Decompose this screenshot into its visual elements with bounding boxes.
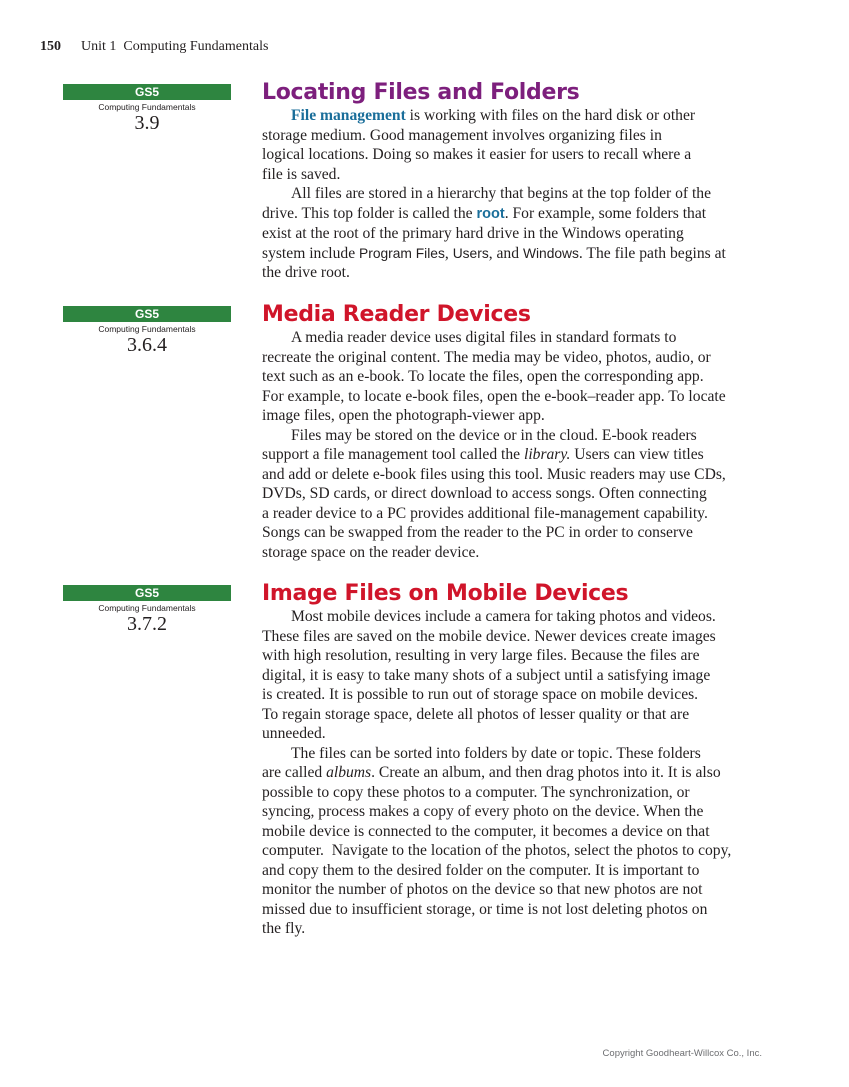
line-text: . Create an album, and then drag photos into it. It is also: [371, 764, 721, 781]
text-line: [262, 204, 772, 225]
text-line: DVDs, SD cards, or direct download to access songs. Often connecting: [262, 485, 707, 502]
text-line: and add or delete e-book files using this tool. Music readers may use CDs,: [262, 465, 726, 483]
text-line: is created. It is possible to run out of storage space on mobile devices.: [262, 686, 699, 703]
text-line: Files may be stored on the device or in the cloud. E-book readers: [291, 426, 697, 444]
badge-objective: 3.9: [134, 112, 160, 134]
text-line: monitor the number of photos on the device so that new photos are not: [262, 881, 703, 898]
running-title: Unit 1 Computing Fundamentals: [81, 39, 269, 54]
text-line: mobile device is connected to the computer, it becomes a device on that: [262, 822, 710, 840]
paragraph: [262, 106, 772, 184]
text-line: [262, 106, 772, 126]
text-line: image files, open the photograph-viewer app.: [262, 407, 545, 424]
text-line: The files can be sorted into folders by date or topic. These folders: [291, 744, 701, 762]
badge-objective: 3.7.2: [127, 613, 167, 635]
text-line: syncing, process makes a copy of every photo on the device. When the: [262, 803, 704, 820]
text-line: unneeded.: [262, 725, 326, 742]
line-text: is working with files on the hard disk or other: [405, 107, 696, 124]
line-text: . The file path begins at: [578, 244, 726, 262]
badge-code: GS5: [63, 306, 231, 322]
text-line: Most mobile devices include a camera for taking photos and videos.: [291, 608, 716, 625]
text-line: recreate the original content. The media may be video, photos, audio, or: [262, 348, 711, 366]
text-line: For example, to locate e-book files, open the e-book–reader app. To locate: [262, 387, 726, 405]
section-heading: Image Files on Mobile Devices: [262, 581, 629, 606]
line-text: Users can view titles: [570, 446, 704, 463]
line-text: system include: [262, 244, 360, 262]
badge-code: GS5: [63, 84, 231, 100]
line-text: are called: [262, 764, 327, 781]
badge-subject: Computing Fundamentals: [98, 324, 196, 334]
copyright-footer: Copyright Goodheart-Willcox Co., Inc.: [602, 1048, 762, 1059]
paragraph: [262, 607, 772, 744]
key-term: File management: [291, 107, 406, 124]
text-line: storage medium. Good management involves organizing files in: [262, 126, 662, 144]
badge-code: GS5: [63, 585, 231, 601]
page-number: 150: [40, 39, 61, 54]
text-line: the fly.: [262, 920, 306, 937]
text-line: A media reader device uses digital files in standard formats to: [291, 329, 677, 346]
text-line: Songs can be swapped from the reader to the PC in order to conserve: [262, 524, 693, 541]
italic-term: albums: [326, 764, 372, 781]
text-line: All files are stored in a hierarchy that begins at the top folder of the: [291, 185, 712, 202]
text-line: logical locations. Doing so makes it easier for users to recall where a: [262, 146, 692, 163]
text-line: To regain storage space, delete all photos of lesser quality or that are: [262, 705, 690, 723]
standard-badge: [63, 585, 231, 634]
text-line: the drive root.: [262, 264, 350, 281]
text-line: missed due to insufficient storage, or time is not lost deleting photos on: [262, 900, 708, 918]
text-line: with high resolution, resulting in very large files. Because the files are: [262, 647, 700, 664]
text-line: digital, it is easy to take many shots of a subject until a satisfying image: [262, 666, 711, 684]
text-line: possible to copy these photos to a computer. The synchronization, or: [262, 783, 690, 801]
folder-name: Windows: [522, 245, 579, 261]
standard-badge: [63, 306, 231, 355]
paragraph: [262, 184, 772, 283]
text-line: storage space on the reader device.: [262, 543, 480, 561]
standard-badge: [63, 84, 231, 133]
section-heading: Media Reader Devices: [262, 302, 531, 327]
badge-subject: Computing Fundamentals: [98, 603, 196, 613]
text-line: file is saved.: [262, 165, 341, 183]
key-term: root: [476, 205, 505, 222]
text-line: and copy them to the desired folder on the computer. It is important to: [262, 861, 700, 879]
section-content: [262, 581, 772, 939]
badge-subject: Computing Fundamentals: [98, 102, 196, 112]
folder-name: Users: [452, 245, 489, 261]
text-line: computer. Navigate to the location of the photos, select the photos to copy,: [262, 842, 732, 859]
text-line: [262, 763, 772, 783]
line-text: . For example, some folders that: [504, 204, 707, 222]
section-content: [262, 302, 772, 562]
italic-term: library.: [523, 446, 571, 463]
paragraph: [262, 328, 772, 426]
line-text: support a file management tool called the: [262, 446, 524, 463]
section-content: [262, 80, 772, 283]
line-text: ,: [444, 244, 453, 262]
text-line: text such as an e-book. To locate the files, open the corresponding app.: [262, 368, 704, 385]
text-line: [262, 244, 772, 264]
running-head: [40, 38, 268, 56]
badge-objective: 3.6.4: [127, 334, 167, 356]
text-line: [262, 445, 772, 465]
line-text: , and: [488, 244, 523, 262]
text-line: These files are saved on the mobile device. Newer devices create images: [262, 627, 716, 645]
paragraph: [262, 426, 772, 563]
folder-name: Program Files: [359, 245, 445, 261]
line-text: drive. This top folder is called the: [262, 204, 477, 222]
paragraph: [262, 744, 772, 939]
text-line: a reader device to a PC provides additional file-management capability.: [262, 504, 708, 522]
section-heading: Locating Files and Folders: [262, 80, 580, 105]
text-line: exist at the root of the primary hard drive in the Windows operating: [262, 225, 684, 242]
